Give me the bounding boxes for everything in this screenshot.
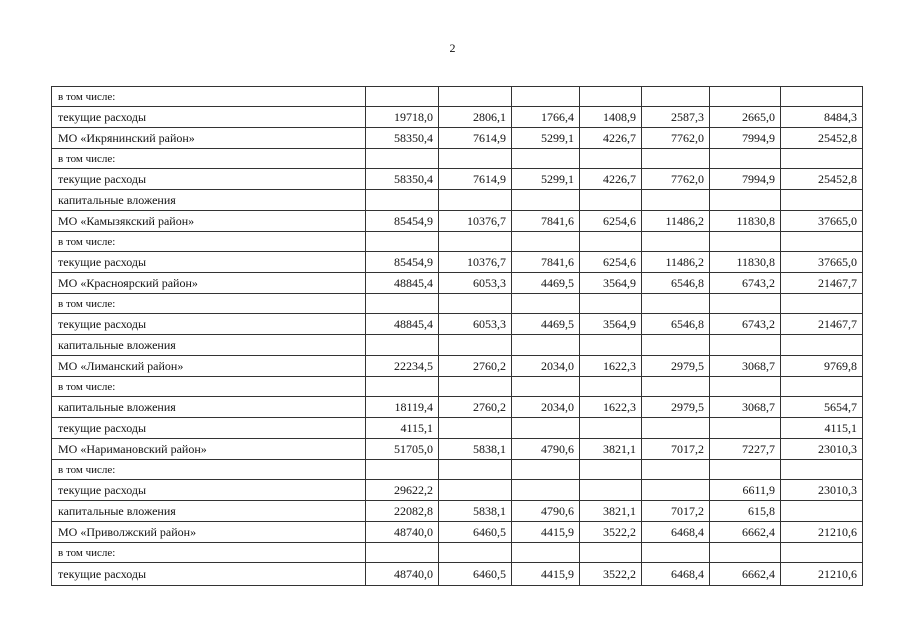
value-cell: 8484,3 xyxy=(781,107,863,128)
row-label: МО «Наримановский район» xyxy=(52,439,366,460)
value-cell: 4115,1 xyxy=(781,418,863,439)
value-cell xyxy=(710,543,781,563)
value-cell: 10376,7 xyxy=(439,252,512,273)
value-cell: 21210,6 xyxy=(781,563,863,586)
value-cell xyxy=(710,335,781,356)
value-cell: 5838,1 xyxy=(439,439,512,460)
value-cell xyxy=(642,335,710,356)
value-cell xyxy=(512,87,580,107)
row-label: капитальные вложения xyxy=(52,190,366,211)
value-cell: 2979,5 xyxy=(642,356,710,377)
value-cell: 2034,0 xyxy=(512,397,580,418)
value-cell xyxy=(781,543,863,563)
value-cell xyxy=(580,232,642,252)
value-cell: 3522,2 xyxy=(580,563,642,586)
value-cell xyxy=(580,149,642,169)
value-cell xyxy=(439,543,512,563)
value-cell xyxy=(439,149,512,169)
table-row xyxy=(52,294,863,314)
value-cell: 5838,1 xyxy=(439,501,512,522)
value-cell xyxy=(439,460,512,480)
value-cell: 3564,9 xyxy=(580,273,642,294)
value-cell: 1408,9 xyxy=(580,107,642,128)
value-cell: 615,8 xyxy=(710,501,781,522)
value-cell: 37665,0 xyxy=(781,211,863,232)
row-label: МО «Красноярский район» xyxy=(52,273,366,294)
value-cell xyxy=(439,335,512,356)
value-cell: 48740,0 xyxy=(366,563,439,586)
value-cell: 4790,6 xyxy=(512,501,580,522)
value-cell xyxy=(642,190,710,211)
table-body xyxy=(52,87,863,586)
row-label: текущие расходы xyxy=(52,107,366,128)
value-cell: 48845,4 xyxy=(366,314,439,335)
value-cell xyxy=(781,377,863,397)
value-cell: 21210,6 xyxy=(781,522,863,543)
value-cell xyxy=(580,460,642,480)
table-row xyxy=(52,273,863,294)
value-cell: 4115,1 xyxy=(366,418,439,439)
value-cell: 5299,1 xyxy=(512,169,580,190)
value-cell: 19718,0 xyxy=(366,107,439,128)
value-cell xyxy=(781,232,863,252)
value-cell: 1622,3 xyxy=(580,356,642,377)
row-label: в том числе: xyxy=(52,543,366,563)
value-cell xyxy=(512,480,580,501)
value-cell: 11830,8 xyxy=(710,252,781,273)
table-row xyxy=(52,335,863,356)
value-cell xyxy=(366,335,439,356)
value-cell: 7227,7 xyxy=(710,439,781,460)
row-label: в том числе: xyxy=(52,232,366,252)
value-cell xyxy=(512,149,580,169)
value-cell: 3068,7 xyxy=(710,397,781,418)
value-cell: 21467,7 xyxy=(781,314,863,335)
table-row xyxy=(52,314,863,335)
table-row xyxy=(52,522,863,543)
value-cell: 58350,4 xyxy=(366,128,439,149)
row-label: в том числе: xyxy=(52,460,366,480)
value-cell xyxy=(512,418,580,439)
value-cell: 7841,6 xyxy=(512,252,580,273)
value-cell xyxy=(781,460,863,480)
value-cell xyxy=(642,543,710,563)
value-cell: 11486,2 xyxy=(642,252,710,273)
table-row xyxy=(52,211,863,232)
value-cell xyxy=(439,377,512,397)
value-cell: 4469,5 xyxy=(512,273,580,294)
table-row xyxy=(52,397,863,418)
value-cell xyxy=(781,501,863,522)
value-cell xyxy=(512,232,580,252)
value-cell xyxy=(439,418,512,439)
value-cell: 1766,4 xyxy=(512,107,580,128)
table-row xyxy=(52,87,863,107)
value-cell xyxy=(439,294,512,314)
value-cell xyxy=(366,232,439,252)
value-cell: 6460,5 xyxy=(439,522,512,543)
table-row xyxy=(52,190,863,211)
table-row xyxy=(52,128,863,149)
value-cell xyxy=(710,294,781,314)
value-cell xyxy=(366,294,439,314)
row-label: текущие расходы xyxy=(52,480,366,501)
row-label: текущие расходы xyxy=(52,418,366,439)
value-cell xyxy=(580,190,642,211)
value-cell xyxy=(710,87,781,107)
value-cell: 4415,9 xyxy=(512,522,580,543)
row-label: текущие расходы xyxy=(52,252,366,273)
value-cell xyxy=(580,418,642,439)
value-cell: 7994,9 xyxy=(710,128,781,149)
value-cell: 4226,7 xyxy=(580,128,642,149)
row-label: в том числе: xyxy=(52,294,366,314)
row-label: текущие расходы xyxy=(52,563,366,586)
value-cell: 6468,4 xyxy=(642,563,710,586)
value-cell xyxy=(439,87,512,107)
row-label: капитальные вложения xyxy=(52,397,366,418)
value-cell: 22234,5 xyxy=(366,356,439,377)
value-cell xyxy=(580,294,642,314)
value-cell: 2665,0 xyxy=(710,107,781,128)
value-cell: 2034,0 xyxy=(512,356,580,377)
value-cell: 7841,6 xyxy=(512,211,580,232)
value-cell: 6743,2 xyxy=(710,314,781,335)
value-cell: 6254,6 xyxy=(580,211,642,232)
table-row xyxy=(52,439,863,460)
table-row xyxy=(52,377,863,397)
value-cell xyxy=(580,543,642,563)
value-cell: 7017,2 xyxy=(642,439,710,460)
value-cell: 2979,5 xyxy=(642,397,710,418)
value-cell xyxy=(366,87,439,107)
value-cell xyxy=(642,232,710,252)
page-number: 2 xyxy=(449,41,456,55)
value-cell: 23010,3 xyxy=(781,439,863,460)
row-label: текущие расходы xyxy=(52,314,366,335)
value-cell xyxy=(512,460,580,480)
value-cell xyxy=(439,480,512,501)
table-row xyxy=(52,356,863,377)
value-cell: 4469,5 xyxy=(512,314,580,335)
value-cell xyxy=(710,418,781,439)
value-cell: 6743,2 xyxy=(710,273,781,294)
value-cell xyxy=(642,87,710,107)
value-cell: 4790,6 xyxy=(512,439,580,460)
value-cell: 29622,2 xyxy=(366,480,439,501)
value-cell: 7994,9 xyxy=(710,169,781,190)
table-row xyxy=(52,252,863,273)
value-cell xyxy=(512,190,580,211)
value-cell xyxy=(512,377,580,397)
value-cell: 6546,8 xyxy=(642,314,710,335)
value-cell: 25452,8 xyxy=(781,128,863,149)
value-cell xyxy=(781,149,863,169)
value-cell: 6053,3 xyxy=(439,314,512,335)
value-cell xyxy=(580,480,642,501)
value-cell xyxy=(781,294,863,314)
value-cell xyxy=(642,480,710,501)
value-cell xyxy=(710,149,781,169)
value-cell xyxy=(642,149,710,169)
value-cell: 5654,7 xyxy=(781,397,863,418)
row-label: МО «Икрянинский район» xyxy=(52,128,366,149)
value-cell xyxy=(439,190,512,211)
table-row xyxy=(52,149,863,169)
value-cell: 11486,2 xyxy=(642,211,710,232)
value-cell: 6053,3 xyxy=(439,273,512,294)
table-row xyxy=(52,460,863,480)
value-cell xyxy=(642,418,710,439)
value-cell xyxy=(366,377,439,397)
row-label: в том числе: xyxy=(52,87,366,107)
value-cell xyxy=(710,232,781,252)
value-cell xyxy=(580,87,642,107)
value-cell xyxy=(710,377,781,397)
value-cell: 23010,3 xyxy=(781,480,863,501)
value-cell: 6611,9 xyxy=(710,480,781,501)
value-cell: 7017,2 xyxy=(642,501,710,522)
table-row xyxy=(52,501,863,522)
value-cell: 7762,0 xyxy=(642,169,710,190)
row-label: в том числе: xyxy=(52,377,366,397)
value-cell: 6460,5 xyxy=(439,563,512,586)
value-cell: 9769,8 xyxy=(781,356,863,377)
table-row xyxy=(52,418,863,439)
value-cell: 7614,9 xyxy=(439,128,512,149)
value-cell: 6468,4 xyxy=(642,522,710,543)
value-cell: 22082,8 xyxy=(366,501,439,522)
budget-table xyxy=(51,86,863,586)
value-cell: 25452,8 xyxy=(781,169,863,190)
value-cell xyxy=(366,543,439,563)
value-cell: 2806,1 xyxy=(439,107,512,128)
value-cell xyxy=(781,335,863,356)
value-cell: 6662,4 xyxy=(710,522,781,543)
value-cell: 21467,7 xyxy=(781,273,863,294)
value-cell xyxy=(580,377,642,397)
value-cell: 48740,0 xyxy=(366,522,439,543)
value-cell xyxy=(781,87,863,107)
value-cell: 85454,9 xyxy=(366,252,439,273)
table-row xyxy=(52,480,863,501)
value-cell: 48845,4 xyxy=(366,273,439,294)
value-cell: 5299,1 xyxy=(512,128,580,149)
value-cell: 2760,2 xyxy=(439,397,512,418)
table-row xyxy=(52,543,863,563)
value-cell: 3068,7 xyxy=(710,356,781,377)
table-row xyxy=(52,232,863,252)
row-label: МО «Приволжский район» xyxy=(52,522,366,543)
table-row xyxy=(52,169,863,190)
value-cell xyxy=(366,190,439,211)
value-cell: 58350,4 xyxy=(366,169,439,190)
row-label: МО «Камызякский район» xyxy=(52,211,366,232)
value-cell: 85454,9 xyxy=(366,211,439,232)
value-cell xyxy=(366,149,439,169)
value-cell: 6546,8 xyxy=(642,273,710,294)
value-cell xyxy=(642,460,710,480)
value-cell xyxy=(642,294,710,314)
value-cell: 18119,4 xyxy=(366,397,439,418)
value-cell xyxy=(710,190,781,211)
value-cell: 7614,9 xyxy=(439,169,512,190)
value-cell: 2587,3 xyxy=(642,107,710,128)
value-cell xyxy=(642,377,710,397)
value-cell: 1622,3 xyxy=(580,397,642,418)
value-cell xyxy=(781,190,863,211)
table-row xyxy=(52,107,863,128)
row-label: текущие расходы xyxy=(52,169,366,190)
value-cell: 3821,1 xyxy=(580,501,642,522)
value-cell: 3821,1 xyxy=(580,439,642,460)
value-cell xyxy=(512,335,580,356)
row-label: капитальные вложения xyxy=(52,335,366,356)
value-cell xyxy=(512,543,580,563)
value-cell: 4226,7 xyxy=(580,169,642,190)
value-cell: 3564,9 xyxy=(580,314,642,335)
value-cell: 11830,8 xyxy=(710,211,781,232)
value-cell: 51705,0 xyxy=(366,439,439,460)
row-label: капитальные вложения xyxy=(52,501,366,522)
value-cell: 3522,2 xyxy=(580,522,642,543)
table-row xyxy=(52,563,863,586)
value-cell: 37665,0 xyxy=(781,252,863,273)
value-cell xyxy=(710,460,781,480)
value-cell xyxy=(366,460,439,480)
row-label: МО «Лиманский район» xyxy=(52,356,366,377)
value-cell: 7762,0 xyxy=(642,128,710,149)
row-label: в том числе: xyxy=(52,149,366,169)
value-cell: 6254,6 xyxy=(580,252,642,273)
value-cell: 4415,9 xyxy=(512,563,580,586)
value-cell: 10376,7 xyxy=(439,211,512,232)
value-cell xyxy=(439,232,512,252)
value-cell: 6662,4 xyxy=(710,563,781,586)
value-cell xyxy=(512,294,580,314)
value-cell: 2760,2 xyxy=(439,356,512,377)
value-cell xyxy=(580,335,642,356)
